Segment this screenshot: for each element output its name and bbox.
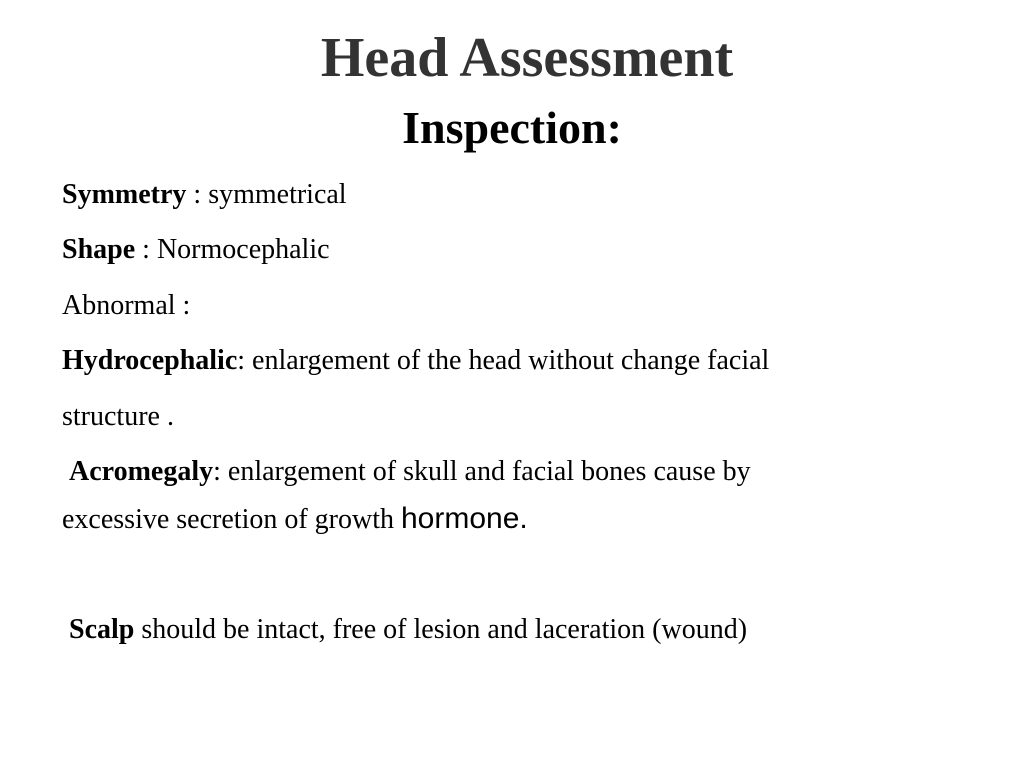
scalp-indent: [62, 614, 69, 645]
hydrocephalic-separator: :: [237, 345, 253, 376]
shape-term: Shape: [62, 234, 136, 265]
slide-subtitle: Inspection:: [402, 102, 622, 153]
scalp-term: Scalp: [69, 614, 135, 645]
scalp-text: should be intact, free of lesion and laceration (wound): [134, 614, 748, 645]
hydrocephalic-text-2: structure .: [62, 401, 174, 432]
abnormal-label: Abnormal :: [62, 290, 191, 321]
hydrocephalic-text-1: enlargement of the head without change facial: [252, 345, 770, 376]
scalp-line: [62, 613, 747, 647]
symmetry-separator: :: [186, 179, 209, 210]
acromegaly-separator: :: [213, 456, 228, 487]
acromegaly-text-2-end: hormone.: [401, 502, 528, 535]
shape-line: [62, 233, 330, 267]
hydrocephalic-term: Hydrocephalic: [62, 345, 238, 376]
abnormal-line: [62, 289, 190, 323]
hydrocephalic-line-1: [62, 344, 769, 378]
acromegaly-term: Acromegaly: [69, 456, 214, 487]
slide-title: Head Assessment: [320, 27, 734, 89]
symmetry-line: [62, 178, 347, 212]
shape-value: Normocephalic: [156, 234, 330, 265]
acromegaly-line-1: [62, 455, 751, 489]
hydrocephalic-line-2: [62, 400, 174, 434]
shape-separator: :: [135, 234, 157, 265]
symmetry-term: Symmetry: [62, 179, 187, 210]
acromegaly-line-2: [62, 502, 528, 537]
acromegaly-text-2: excessive secretion of growth: [62, 504, 401, 535]
acromegaly-text-1: enlargement of skull and facial bones cause by: [227, 456, 751, 487]
symmetry-value: symmetrical: [208, 179, 347, 210]
acromegaly-indent: [62, 456, 69, 487]
